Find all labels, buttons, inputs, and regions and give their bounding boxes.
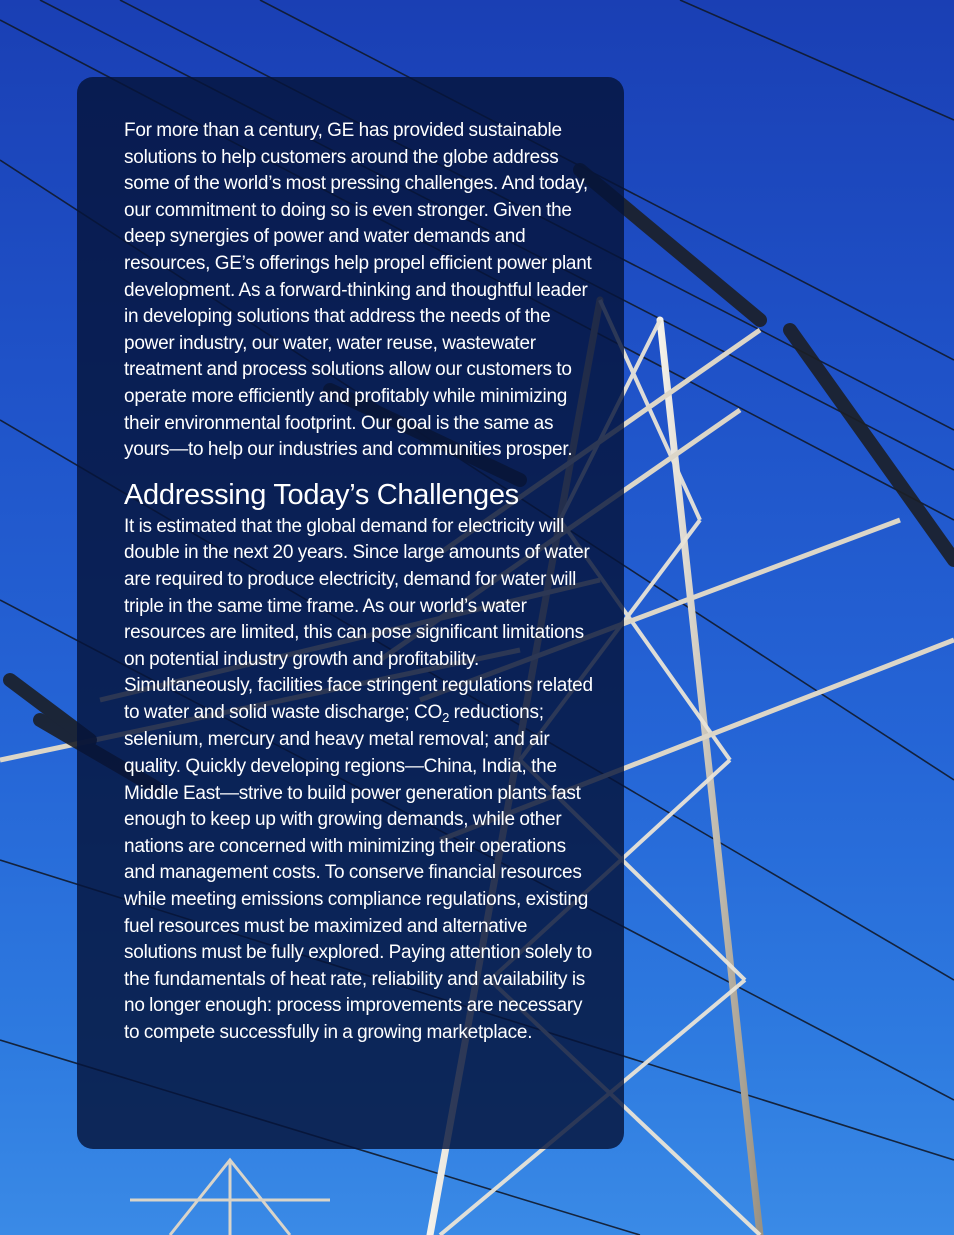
section-paragraph-part1: It is estimated that the global demand for electricity will double in the next 20 years. Since large amounts of water are required to produce electricity, demand for water will triple in the same time frame. As our world’s water resources are limited, this can pose significant limitations on potential industry growth and profitability. Simultaneously, facilities face stringent regulations related to water and solid waste discharge; CO bbox=[124, 515, 593, 723]
section-heading: Addressing Today’s Challenges bbox=[124, 478, 519, 511]
article bbox=[124, 118, 600, 1047]
co2-subscript: 2 bbox=[442, 709, 450, 725]
section-paragraph-part2: reductions; selenium, mercury and heavy metal removal; and air quality. Quickly developing regions—China, India, the Middle East—strive to build power generation plants fast enough to keep up with growing demands, while other nations are concerned with minimizing their operations and management costs. To conserve financial resources while meeting emissions compliance regulations, existing fuel resources must be maximized and alternative solutions must be fully explored. Paying attention solely to the fundamentals of heat rate, reliability and availability is no longer enough: process improvements are necessary to compete successfully in a growing marketplace. bbox=[124, 701, 592, 1043]
intro-paragraph: For more than a century, GE has provided sustainable solutions to help customers around the globe address some of the world’s most pressing challenges. And today, our commitment to doing so is even stronger. Given the deep synergies of power and water demands and resources, GE’s offerings help propel efficient power plant development. As a forward-thinking and thoughtful leader in developing solutions that address the needs of the power industry, our water, water reuse, wastewater treatment and process solutions allow our customers to operate more efficiently and profitably while minimizing their environmental footprint. Our goal is the same as yours—to help our industries and communities prosper. bbox=[124, 120, 592, 461]
section-paragraph bbox=[124, 514, 600, 1047]
